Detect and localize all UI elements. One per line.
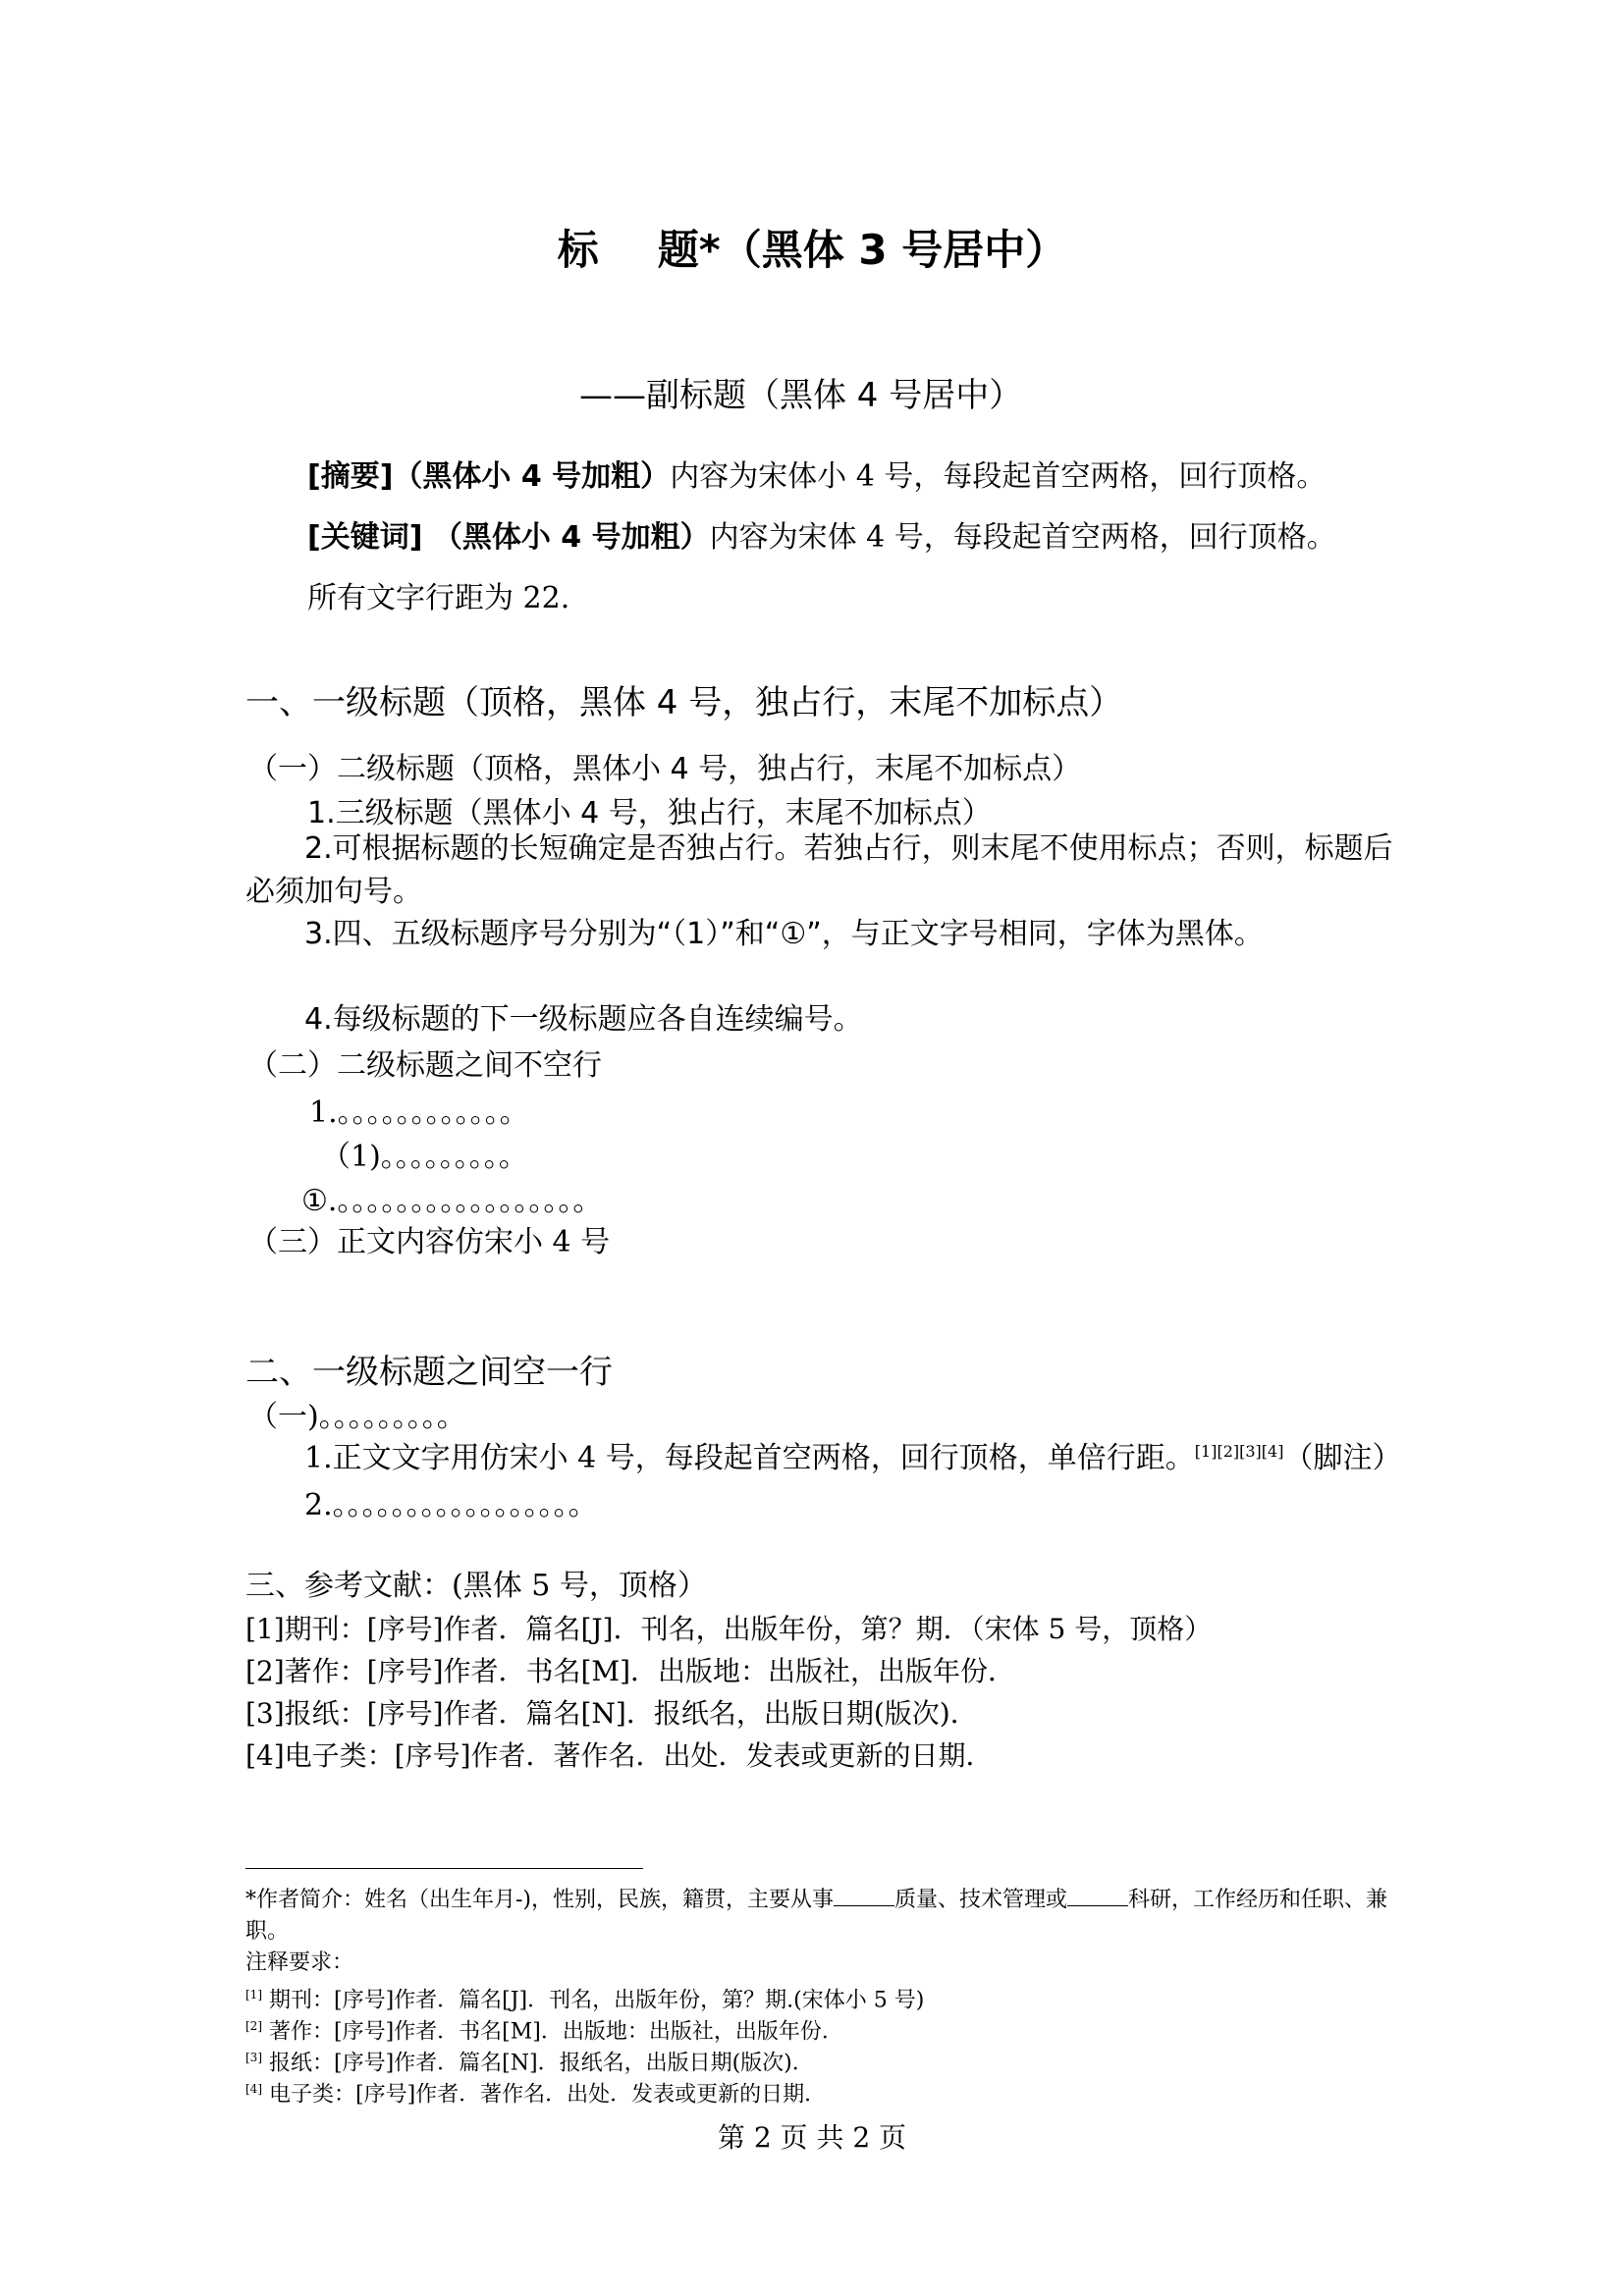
keywords-label: [关键词] （黑体小 4 号加粗） <box>307 520 710 555</box>
section1-item1: 1.三级标题（黑体小 4 号，独占行，末尾不加标点） <box>307 796 992 830</box>
keywords-line <box>307 512 1336 556</box>
footnote-requirements-label: 注释要求： <box>245 1950 354 1975</box>
section2-item1 <box>304 1433 1401 1476</box>
abstract-line <box>307 452 1326 495</box>
section1-sub1-heading: （一）二级标题（顶格，黑体小 4 号，独占行，末尾不加标点） <box>248 752 1082 786</box>
author-bio-footnote <box>245 1885 1389 1948</box>
author-bio-text-c: 科研，工作经历和任职、兼职。 <box>245 1888 1388 1944</box>
section1-item3: 3.四、五级标题序号分别为“（1）”和“①”，与正文字号相同，字体为黑体。 <box>304 917 1264 951</box>
title-part1: 标 <box>557 226 599 274</box>
footnote-text: 著作：[序号]作者．书名[M]．出版地：出版社，出版年份． <box>262 2019 843 2045</box>
reference-item: [2]著作：[序号]作者．书名[M]．出版地：出版社，出版年份． <box>245 1655 1016 1687</box>
document-subtitle: ——副标题（黑体 4 号居中） <box>579 376 1023 415</box>
footnote-text: 期刊：[序号]作者．篇名[J]．刊名，出版年份，第？期.(宋体小 5 号) <box>262 1988 925 2013</box>
footnote-mark: [4] <box>245 2082 262 2096</box>
title-part2: 题*（黑体 3 号居中） <box>657 226 1067 274</box>
section1-sub3-heading: （三）正文内容仿宋小 4 号 <box>248 1225 611 1259</box>
section2-item1-text: 1.正文文字用仿宋小 4 号，每段起首空两格，回行顶格，单倍行距。 <box>304 1441 1195 1475</box>
footnote-mark: [1] <box>245 1988 262 2002</box>
section1-heading: 一、一级标题（顶格，黑体 4 号，独占行，末尾不加标点） <box>245 683 1123 722</box>
footnote-mark: [3] <box>245 2051 262 2064</box>
document-title <box>0 218 1624 277</box>
section2-item2: 2.。。。。。。。。。。。。。。。。。 <box>304 1488 598 1522</box>
section1-sub2-heading: （二）二级标题之间不空行 <box>248 1048 602 1083</box>
footnote-mark: [2] <box>245 2019 262 2033</box>
footnote-text: 报纸：[序号]作者．篇名[N]．报纸名，出版日期(版次)． <box>262 2051 814 2076</box>
dots-line-1: 1.。。。。。。。。。。。。 <box>309 1095 529 1130</box>
section1-item2: 2.可根据标题的长短确定是否独占行。若独占行，则末尾不使用标点；否则，标题后必须加句号。 <box>245 831 1393 909</box>
reference-item: [1]期刊：[序号]作者．篇名[J]．刊名，出版年份，第？期．（宋体 5 号，顶格） <box>245 1613 1213 1645</box>
references-heading: 三、参考文献：(黑体 5 号，顶格） <box>245 1569 707 1603</box>
blank-underline <box>834 1888 894 1906</box>
reference-item: [3]报纸：[序号]作者．篇名[N]．报纸名，出版日期(版次)． <box>245 1697 978 1730</box>
reference-item: [4]电子类：[序号]作者．著作名．出处．发表或更新的日期． <box>245 1739 994 1772</box>
section2-item1-tail: （脚注） <box>1283 1441 1402 1475</box>
abstract-text: 内容为宋体小 4 号，每段起首空两格，回行顶格。 <box>670 459 1326 494</box>
keywords-text: 内容为宋体 4 号，每段起首空两格，回行顶格。 <box>709 520 1336 555</box>
dots-line-3: ①.。。。。。。。。。。。。。。。。。 <box>301 1184 603 1218</box>
author-bio-text-b: 质量、技术管理或 <box>894 1888 1068 1912</box>
author-bio-text-a: *作者简介：姓名（出生年月-)，性别，民族，籍贯，主要从事 <box>245 1888 835 1912</box>
footnote-item <box>245 2073 826 2110</box>
page-number: 第 2 页 共 2 页 <box>717 2121 907 2154</box>
dots-line-2: （1)。。。。。。。。。 <box>321 1140 528 1174</box>
blank-underline <box>1067 1888 1128 1906</box>
footnote-text: 电子类：[序号]作者．著作名．出处．发表或更新的日期． <box>262 2082 827 2108</box>
line-spacing-note: 所有文字行距为 22. <box>307 581 570 615</box>
section1-item4: 4.每级标题的下一级标题应各自连续编号。 <box>304 1002 863 1037</box>
section2-heading: 二、一级标题之间空一行 <box>245 1353 613 1392</box>
abstract-label: [摘要]（黑体小 4 号加粗） <box>307 459 671 494</box>
footnote-separator <box>245 1868 643 1869</box>
footnote-refs: [1][2][3][4] <box>1194 1442 1284 1461</box>
section2-sub1: （一)。。。。。。。。。 <box>248 1400 466 1434</box>
